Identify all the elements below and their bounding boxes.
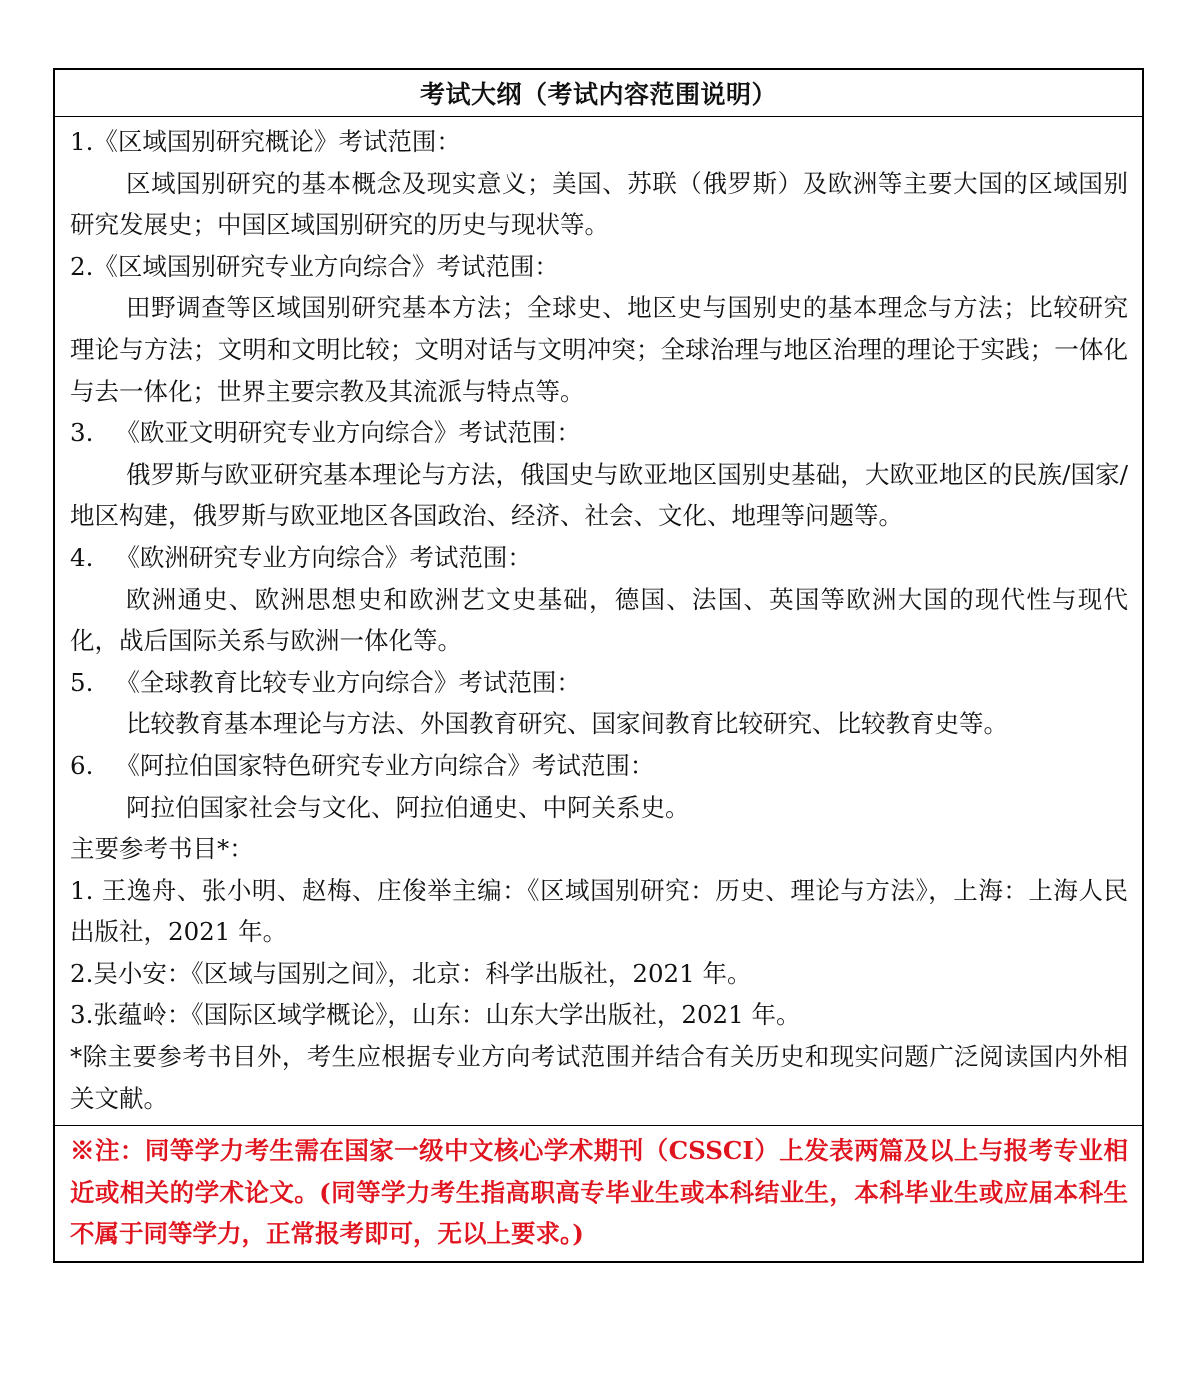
references-heading: 主要参考书目*： bbox=[70, 834, 254, 864]
section-4-title: 《欧洲研究专业方向综合》考试范围： bbox=[115, 542, 532, 572]
section-5-title: 《全球教育比较专业方向综合》考试范围： bbox=[115, 667, 581, 697]
section-1-body: 区域国别研究的基本概念及现实意义；美国、苏联（俄罗斯）及欧洲等主要大国的区域国别研究发展史；中国区域国别研究的历史与现状等。 bbox=[70, 168, 1128, 240]
exam-outline-table bbox=[53, 68, 1144, 1263]
section-6-heading bbox=[70, 745, 1128, 787]
section-2-body: 田野调查等区域国别研究基本方法；全球史、地区史与国别史的基本理念与方法；比较研究理论与方法；文明和文明比较；文明对话与文明冲突；全球治理与地区治理的理论于实践；一体化与去一体化；世界主要宗教及其流派与特点等。 bbox=[70, 293, 1128, 406]
section-4-number: 4. bbox=[70, 542, 94, 572]
reference-item-2: 2.吴小安：《区域与国别之间》，北京：科学出版社，2021 年。 bbox=[70, 958, 752, 988]
section-5-number: 5. bbox=[70, 667, 94, 697]
section-3-heading bbox=[70, 412, 1128, 454]
section-1-heading: 1.《区域国别研究概论》考试范围： bbox=[70, 127, 461, 156]
exam-scope-content bbox=[55, 117, 1142, 1125]
section-3-number: 3. bbox=[70, 418, 94, 448]
section-4-heading bbox=[70, 537, 1128, 579]
section-2-heading: 2.《区域国别研究专业方向综合》考试范围： bbox=[70, 251, 559, 281]
section-5-heading bbox=[70, 662, 1128, 704]
table-title: 考试大纲（考试内容范围说明） bbox=[55, 70, 1142, 117]
reference-item-3: 3.张蕴岭：《国际区域学概论》，山东：山东大学出版社，2021 年。 bbox=[70, 1000, 801, 1030]
section-6-title: 《阿拉伯国家特色研究专业方向综合》考试范围： bbox=[115, 750, 655, 780]
references-footnote: *除主要参考书目外，考生应根据专业方向考试范围并结合有关历史和现实问题广泛阅读国内外相关文献。 bbox=[70, 1042, 1128, 1113]
section-3-title: 《欧亚文明研究专业方向综合》考试范围： bbox=[115, 418, 581, 448]
section-6-number: 6. bbox=[70, 750, 94, 780]
section-3-body: 俄罗斯与欧亚研究基本理论与方法，俄国史与欧亚地区国别史基础，大欧亚地区的民族/国家/地区构建，俄罗斯与欧亚地区各国政治、经济、社会、文化、地理等问题等。 bbox=[70, 459, 1128, 531]
equivalent-education-note: ※注：同等学力考生需在国家一级中文核心学术期刊（CSSCI）上发表两篇及以上与报考专业相近或相关的学术论文。(同等学力考生指高职高专毕业生或本科结业生，本科毕业生或应届本科生不属于同等学力，正常报考即可，无以上要求。) bbox=[55, 1125, 1142, 1261]
reference-item-1: 1. 王逸舟、张小明、赵梅、庄俊举主编：《区域国别研究：历史、理论与方法》，上海：上海人民出版社，2021 年。 bbox=[70, 875, 1128, 947]
section-5-body: 比较教育基本理论与方法、外国教育研究、国家间教育比较研究、比较教育史等。 bbox=[126, 709, 1008, 739]
section-4-body: 欧洲通史、欧洲思想史和欧洲艺文史基础，德国、法国、英国等欧洲大国的现代性与现代化，战后国际关系与欧洲一体化等。 bbox=[70, 584, 1128, 656]
section-6-body: 阿拉伯国家社会与文化、阿拉伯通史、中阿关系史。 bbox=[126, 792, 690, 822]
